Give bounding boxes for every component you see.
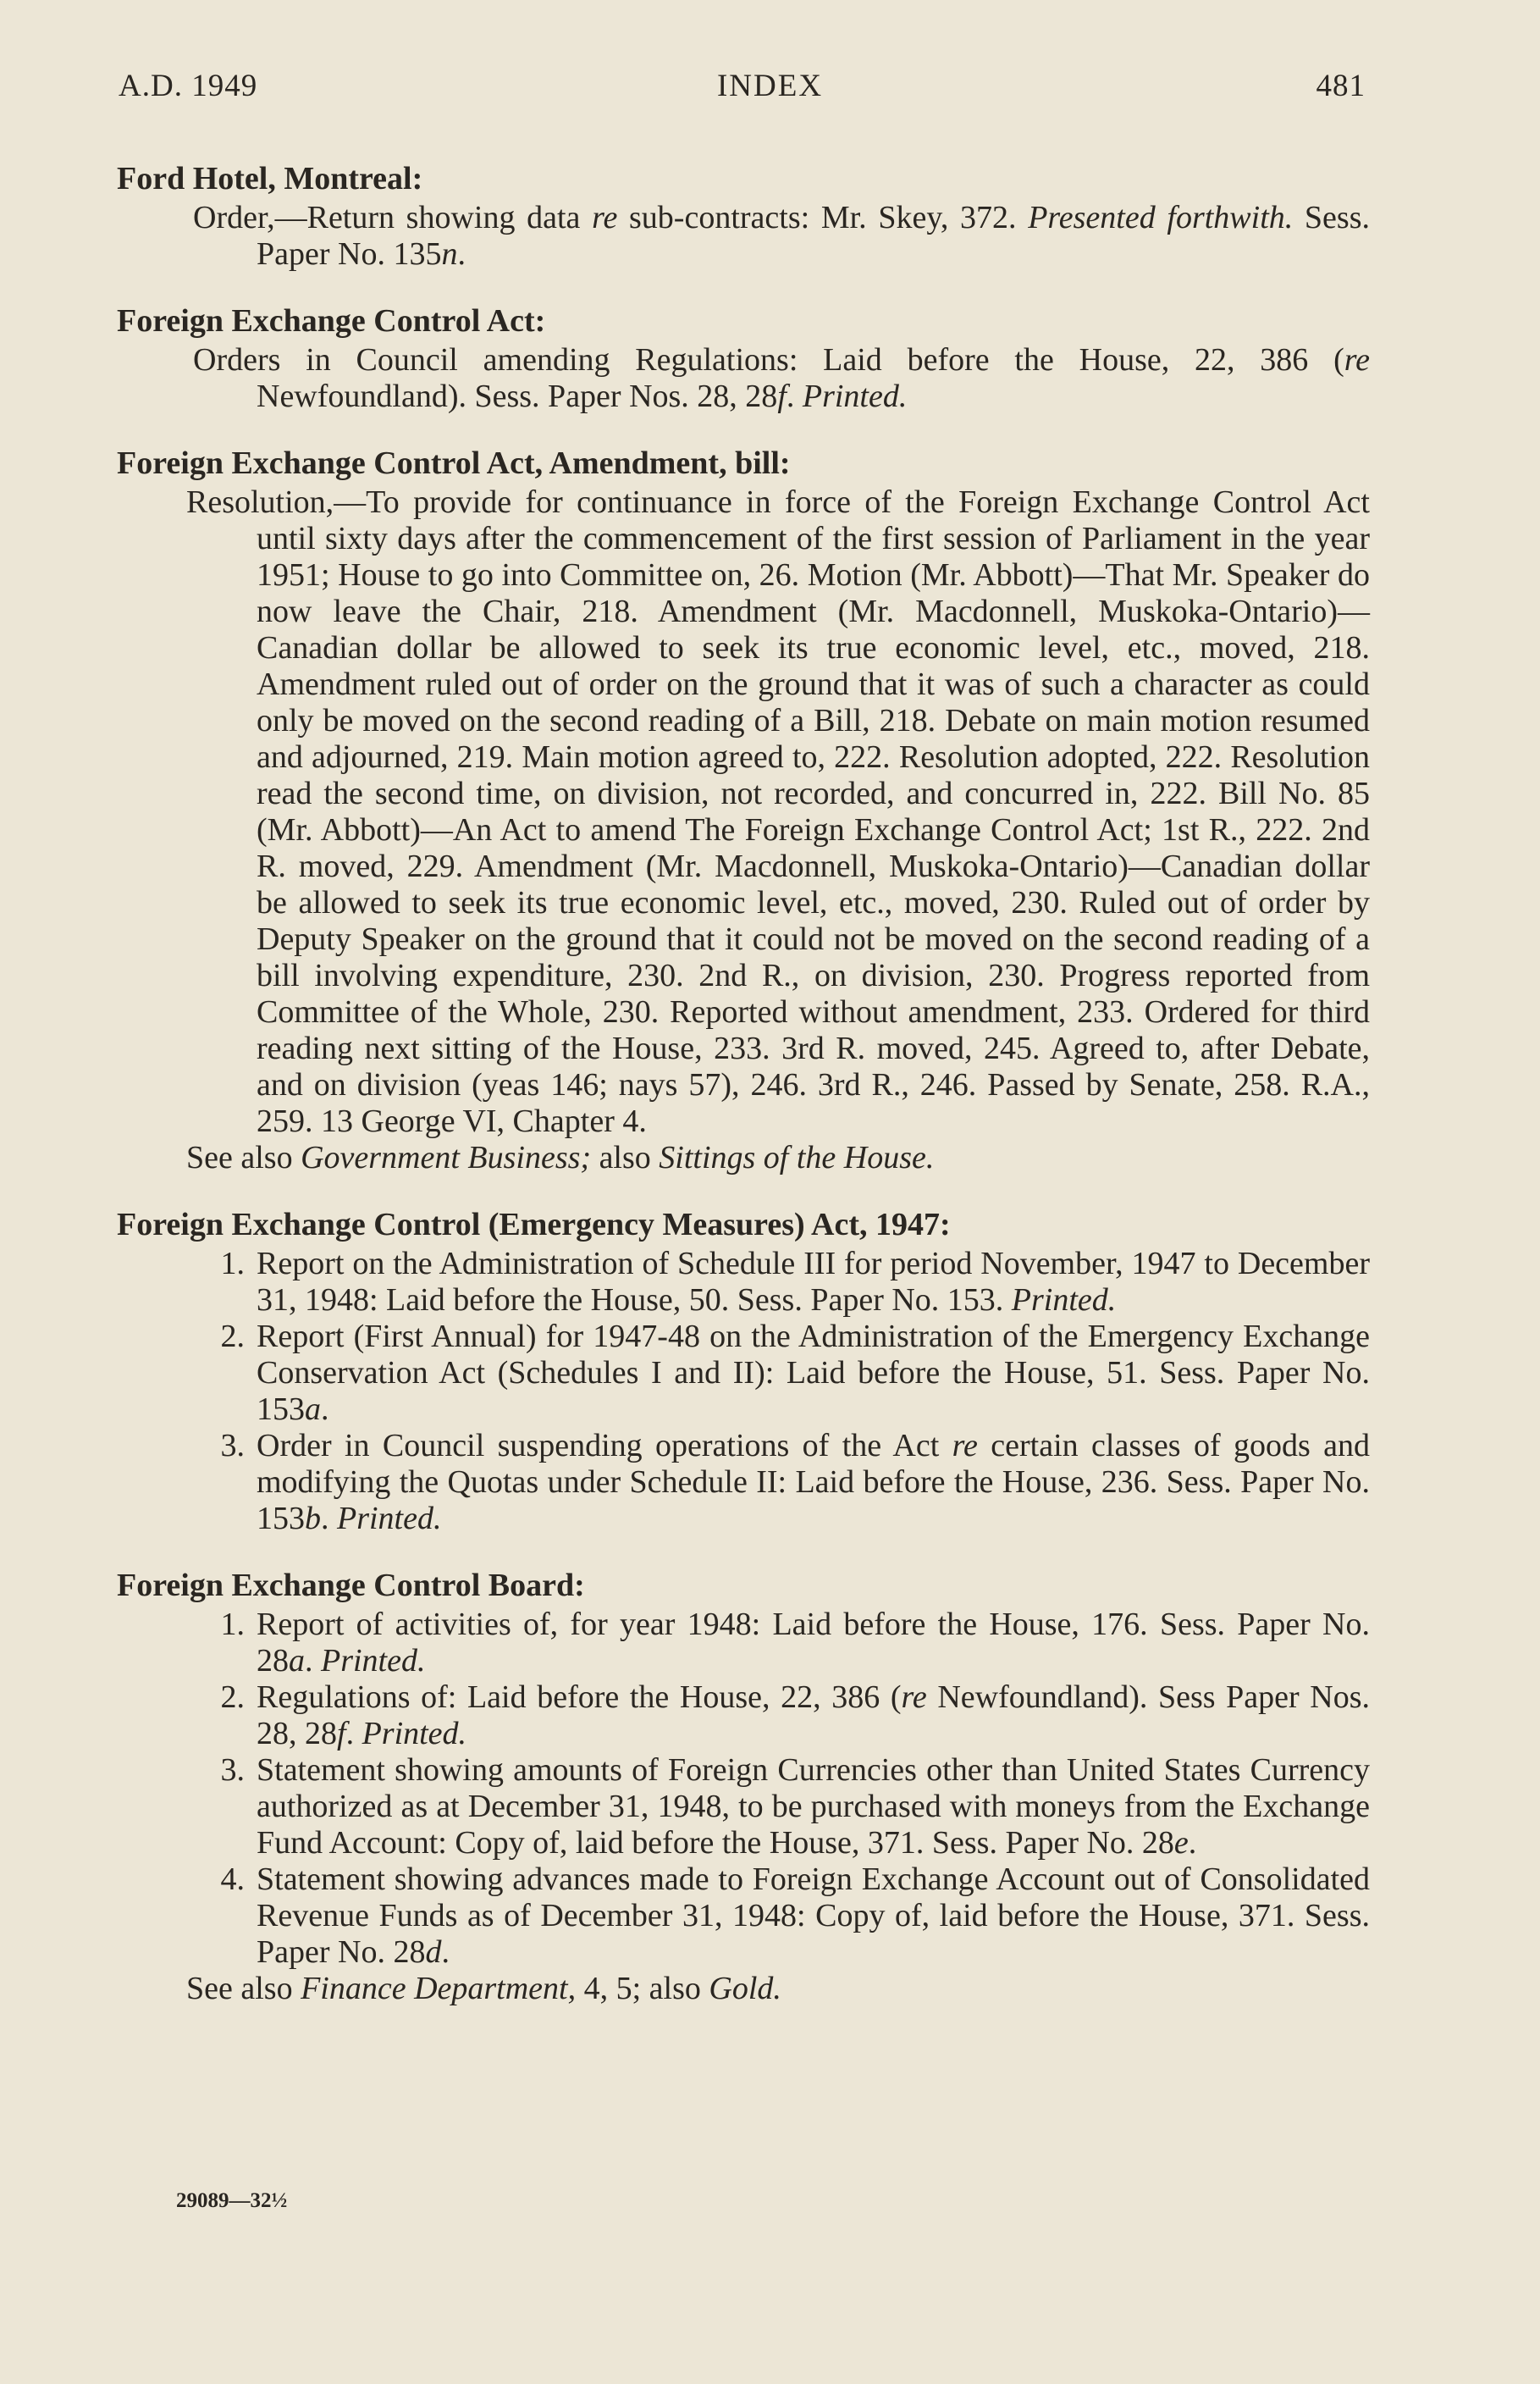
entry-amendment-bill	[117, 445, 1370, 1176]
list-item: 3. Statement showing amounts of Foreign Currencies other than United States Currency authorized as at December 31, 1948, to be purchased with moneys from the Exchange Fund Account: Copy of, laid before the House, 371. Sess. Paper No. 28e.	[220, 1752, 1370, 1861]
header-title: INDEX	[716, 69, 824, 103]
entry-text: Resolution,—To provide for continuance in force of the Foreign Exchange Control Act until sixty days after the commencement of the first session of Parliament in the year 1951; House to go into Committee on, 26. Motion (Mr. Abbott)—That Mr. Speaker do now leave the Chair, 218. Amendment (Mr. Macdonnell, Muskoka-Ontario)—Canadian dollar be allowed to seek its true economic level, etc., moved, 218. Amendment ruled out of order on the ground that it was of such a character as could only be moved on the second reading of a Bill, 218. Debate on main motion resumed and adjourned, 219. Main motion agreed to, 222. Resolution adopted, 222. Resolution read the second time, on division, not recorded, and concurred in, 222. Bill No. 85 (Mr. Abbott)—An Act to amend The Foreign Exchange Control Act; 1st R., 222. 2nd R. moved, 229. Amendment (Mr. Macdonnell, Muskoka-Ontario)—Canadian dollar be allowed to seek its true economic level, etc., moved, 230. Ruled out of order by Deputy Speaker on the ground that it could not be moved on the second reading of a bill involving expenditure, 230. 2nd R., on division, 230. Progress reported from Committee of the Whole, 230. Reported without amendment, 233. Ordered for third reading next sitting of the House, 233. 3rd R. moved, 245. Agreed to, after Debate, and on division (yeas 146; nays 57), 246. 3rd R., 246. Passed by Senate, 258. R.A., 259. 13 George VI, Chapter 4.	[186, 484, 1370, 1139]
list-item: 2. Regulations of: Laid before the House, 22, 386 (re Newfoundland). Sess Paper Nos. 28, 28f. Printed.	[220, 1679, 1371, 1751]
see-also: See also Government Business; also Sittings of the House.	[186, 1140, 935, 1175]
list-item: 4. Statement showing advances made to Foreign Exchange Account out of Consolidated Revenue Funds as of December 31, 1948: Copy of, laid before the House, 371. Sess. Paper No. 28d.	[220, 1861, 1370, 1970]
print-signature: 29089—32½	[176, 2189, 288, 2212]
entry-foreign-exchange-control-act	[117, 303, 1370, 415]
entry-heading: Foreign Exchange Control Act, Amendment, bill:	[117, 445, 791, 481]
entry-heading: Foreign Exchange Control Act:	[117, 303, 546, 339]
entry-emergency-measures-act	[117, 1207, 1370, 1537]
page-number: 481	[1316, 69, 1366, 103]
list-item: 1. Report of activities of, for year 1948: Laid before the House, 176. Sess. Paper No. 28a. Printed.	[220, 1607, 1370, 1679]
entry-text: Order,—Return showing data re sub-contracts: Mr. Skey, 372. Presented forthwith. Sess. Paper No. 135n.	[193, 200, 1370, 272]
header-year: A.D. 1949	[119, 69, 258, 103]
list-item: 3. Order in Council suspending operations of the Act re certain classes of goods and modifying the Quotas under Schedule II: Laid before the House, 236. Sess. Paper No. 153b. Printed.	[220, 1428, 1371, 1536]
entry-heading: Ford Hotel, Montreal:	[117, 161, 423, 196]
entry-heading: Foreign Exchange Control Board:	[117, 1568, 585, 1603]
list-item: 1. Report on the Administration of Schedule III for period November, 1947 to December 31, 1948: Laid before the House, 50. Sess. Paper No. 153. Printed.	[220, 1246, 1370, 1318]
list-item: 2. Report (First Annual) for 1947-48 on the Administration of the Emergency Exchange Conservation Act (Schedules I and II): Laid before the House, 51. Sess. Paper No. 153a.	[220, 1319, 1370, 1427]
entry-heading: Foreign Exchange Control (Emergency Measures) Act, 1947:	[117, 1207, 951, 1242]
see-also: See also Finance Department, 4, 5; also Gold.	[186, 1971, 781, 2006]
index-content	[117, 161, 1370, 2038]
entry-ford-hotel	[117, 161, 1370, 273]
entry-foreign-exchange-control-board	[117, 1568, 1370, 2007]
entry-text: Orders in Council amending Regulations: Laid before the House, 22, 386 (re Newfoundland). Sess. Paper Nos. 28, 28f. Printed.	[193, 342, 1370, 414]
